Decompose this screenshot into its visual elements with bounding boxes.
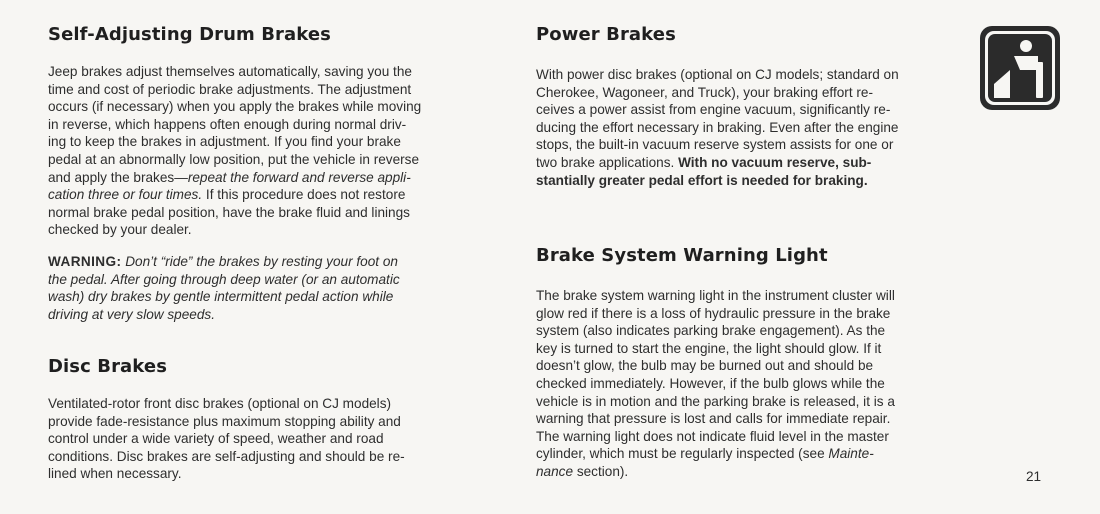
paragraph-warning-light bbox=[536, 287, 895, 481]
heading-power-brakes: Power Brakes bbox=[536, 24, 676, 45]
text-line: ceives a power assist from engine vacuum, significantly re- bbox=[536, 102, 891, 118]
text-line: time and cost of periodic brake adjustments. The adjustment bbox=[48, 81, 412, 97]
text-line bbox=[48, 253, 400, 271]
text-line: Cherokee, Wagoneer, and Truck), your braking effort re- bbox=[536, 84, 873, 100]
text-line: stantially greater pedal effort is needed for braking. bbox=[536, 172, 868, 188]
text-run: Don’t “ride” the brakes by resting your foot on bbox=[121, 254, 398, 269]
text-line: warning that pressure is lost and calls for immediate repair. bbox=[536, 411, 891, 427]
text-run: If this procedure does not restore bbox=[202, 187, 406, 203]
text-line bbox=[536, 154, 899, 172]
text-line bbox=[536, 463, 895, 481]
text-line bbox=[48, 169, 421, 187]
text-line: driving at very slow speeds. bbox=[48, 306, 215, 322]
text-line: checked by your dealer. bbox=[48, 222, 192, 238]
text-run: cylinder, which must be regularly inspected (see bbox=[536, 446, 829, 462]
text-line: ing to keep the brakes in adjustment. If you find your brake bbox=[48, 134, 401, 150]
paragraph-disc-brakes bbox=[48, 395, 405, 483]
heading-self-adjusting-drum-brakes: Self-Adjusting Drum Brakes bbox=[48, 24, 331, 45]
text-run: and apply the brakes— bbox=[48, 169, 188, 185]
driver-brake-pedal-icon bbox=[980, 26, 1060, 110]
text-line: the pedal. After going through deep water (or an automatic bbox=[48, 271, 400, 287]
text-line: provide fade-resistance plus maximum stopping ability and bbox=[48, 413, 401, 429]
text-line: in reverse, which happens often enough during normal driv- bbox=[48, 116, 407, 132]
text-line: conditions. Disc brakes are self-adjusting and should be re- bbox=[48, 448, 405, 464]
text-line bbox=[536, 445, 895, 463]
text-line: wash) dry brakes by gentle intermittent pedal action while bbox=[48, 289, 394, 305]
text-line: key is turned to start the engine, the light should glow. If it bbox=[536, 340, 882, 356]
text-line: glow red if there is a loss of hydraulic pressure in the brake bbox=[536, 305, 891, 321]
text-line: Jeep brakes adjust themselves automatically, saving you the bbox=[48, 64, 412, 79]
text-line: control under a wide variety of speed, weather and road bbox=[48, 431, 384, 447]
text-line: pedal at an abnormally low position, put the vehicle in reverse bbox=[48, 151, 420, 167]
italic-reference: Mainte- bbox=[828, 446, 874, 462]
text-line: ducing the effort necessary in braking. Even after the engine bbox=[536, 119, 899, 135]
text-line: The brake system warning light in the instrument cluster will bbox=[536, 288, 895, 303]
text-line: system (also indicates parking brake engagement). As the bbox=[536, 323, 886, 339]
text-line: lined when necessary. bbox=[48, 466, 182, 482]
italic-instruction: repeat the forward and reverse appli- bbox=[187, 169, 411, 185]
page-number: 21 bbox=[1026, 469, 1042, 484]
text-line bbox=[48, 186, 421, 204]
heading-brake-system-warning-light: Brake System Warning Light bbox=[536, 245, 828, 266]
text-line: With power disc brakes (optional on CJ models; standard on bbox=[536, 67, 899, 82]
text-run: two brake applications. bbox=[536, 154, 679, 170]
text-line: Ventilated-rotor front disc brakes (optional on CJ models) bbox=[48, 396, 392, 411]
warning-paragraph bbox=[48, 253, 400, 323]
text-line: The warning light does not indicate fluid level in the master bbox=[536, 428, 889, 444]
italic-instruction: cation three or four times. bbox=[48, 187, 203, 203]
text-line: checked immediately. However, if the bulb glows while the bbox=[536, 375, 885, 391]
text-line: normal brake pedal position, have the brake fluid and linings bbox=[48, 204, 410, 220]
bold-emphasis: With no vacuum reserve, sub- bbox=[678, 154, 872, 170]
italic-reference: nance bbox=[536, 463, 574, 479]
text-line: stops, the built-in vacuum reserve system assists for one or bbox=[536, 137, 894, 153]
paragraph-power-brakes bbox=[536, 66, 899, 189]
heading-disc-brakes: Disc Brakes bbox=[48, 356, 168, 377]
warning-label: WARNING: bbox=[48, 254, 122, 269]
text-line: doesn’t glow, the bulb may be burned out and should be bbox=[536, 358, 874, 374]
text-run: section). bbox=[573, 463, 629, 479]
text-line: occurs (if necessary) when you apply the brakes while moving bbox=[48, 99, 422, 115]
text-line: vehicle is in motion and the parking brake is released, it is a bbox=[536, 393, 895, 409]
paragraph-self-adjusting bbox=[48, 63, 421, 239]
